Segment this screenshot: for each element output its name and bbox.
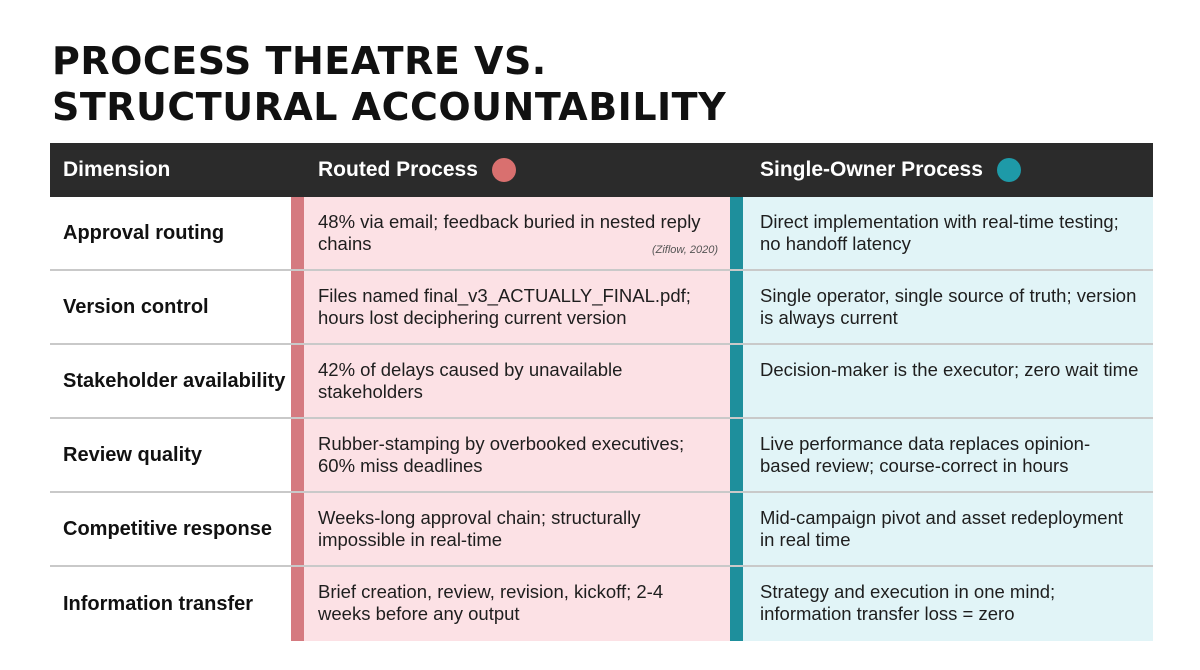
teal-dot-icon [997,158,1021,182]
header-single [730,158,1153,182]
header-routed [291,158,730,182]
dimension-cell: Review quality [50,419,291,491]
routed-stripe [291,197,304,269]
routed-stripe [291,419,304,491]
single-cell [730,197,1153,269]
table-row [50,493,1153,567]
header-routed-label: Routed Process [318,158,478,181]
single-stripe [730,271,743,343]
single-stripe [730,197,743,269]
routed-text: Rubber-stamping by overbooked executives; 60% miss deadlines [318,433,685,476]
title-line-1: PROCESS THEATRE VS. [52,39,547,83]
routed-cell [291,345,730,417]
single-stripe [730,345,743,417]
table-row [50,345,1153,419]
table-row [50,197,1153,271]
table-row [50,567,1153,641]
table-row [50,271,1153,345]
single-text: Mid-campaign pivot and asset redeployment in real time [760,507,1123,550]
header-dimension: Dimension [63,158,171,181]
routed-stripe [291,345,304,417]
page-title [52,38,1152,130]
single-text: Single operator, single source of truth; version is always current [760,285,1137,328]
dimension-cell: Version control [50,271,291,343]
routed-text: Weeks-long approval chain; structurally impossible in real-time [318,507,641,550]
routed-stripe [291,493,304,565]
single-cell [730,567,1153,641]
routed-cell [291,271,730,343]
table-body [50,197,1153,641]
routed-text: 42% of delays caused by unavailable stakeholders [318,359,623,402]
routed-text: Brief creation, review, revision, kickoff; 2-4 weeks before any output [318,581,664,624]
dimension-cell: Information transfer [50,567,291,641]
routed-cell [291,419,730,491]
single-text: Decision-maker is the executor; zero wait time [760,359,1139,380]
header-single-label: Single-Owner Process [760,158,983,181]
dimension-cell: Approval routing [50,197,291,269]
routed-stripe [291,567,304,641]
single-text: Strategy and execution in one mind; information transfer loss = zero [760,581,1056,624]
single-cell [730,419,1153,491]
routed-text: 48% via email; feedback buried in nested reply chains [318,211,701,254]
comparison-table [50,143,1153,641]
single-text: Direct implementation with real-time testing; no handoff latency [760,211,1119,254]
routed-cell [291,493,730,565]
single-cell [730,493,1153,565]
single-stripe [730,419,743,491]
routed-cell [291,567,730,641]
dimension-cell: Stakeholder availability [50,345,291,417]
dimension-cell: Competitive response [50,493,291,565]
single-stripe [730,567,743,641]
single-cell [730,271,1153,343]
routed-cell [291,197,730,269]
single-text: Live performance data replaces opinion-based review; course-correct in hours [760,433,1091,476]
single-stripe [730,493,743,565]
routed-stripe [291,271,304,343]
single-cell [730,345,1153,417]
table-header [50,143,1153,197]
title-line-2: STRUCTURAL ACCOUNTABILITY [52,85,727,129]
red-dot-icon [492,158,516,182]
routed-text: Files named final_v3_ACTUALLY_FINAL.pdf; hours lost deciphering current version [318,285,691,328]
table-row [50,419,1153,493]
citation: (Ziflow, 2020) [651,244,718,256]
